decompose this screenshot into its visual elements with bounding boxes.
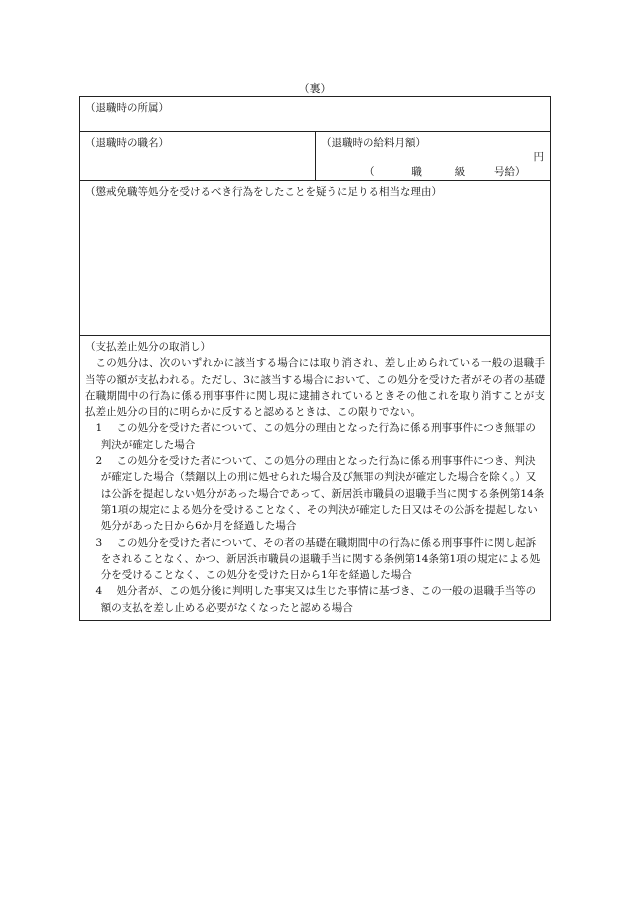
affiliation-label: （退職時の所属） (85, 102, 169, 114)
page-side-label: （裏） (298, 82, 332, 95)
reason-label: （懲戒免職等処分を受けるべき行為をしたことを疑うに足りる相当な理由） (85, 186, 442, 198)
grade-open: （ (364, 166, 375, 178)
reason-row (80, 181, 550, 336)
cancellation-heading: （支払差止処分の取消し） (85, 341, 211, 353)
disposition-form (79, 96, 551, 621)
cancellation-item (85, 453, 545, 534)
cancellation-item (85, 535, 545, 584)
grade-gokyu: 号給） (494, 166, 526, 178)
item-text: この処分を受けた者について、この処分の理由となった行為に係る刑事事件につき無罪の判決が確定した場合 (100, 422, 536, 451)
position-label: （退職時の職名） (85, 137, 169, 149)
item-number: 4 (95, 585, 103, 598)
cancellation-section (80, 336, 550, 620)
salary-cell (316, 132, 550, 180)
affiliation-row (80, 97, 550, 132)
item-number: 2 (95, 455, 103, 468)
item-number: 3 (95, 536, 103, 549)
item-text: この処分を受けた者について、この処分の理由となった行為に係る刑事事件につき、判決が確定した場合（禁錮以上の刑に処せられた場合及び無罪の判決が確定した場合を除く。）又は公訴を提起しない処分があった場合であって、新居浜市職員の退職手当に関する条例第14条第1項の規定による処分を受けることなく、その判決が確定した日又はその公訴を提起しない処分があった日から6か月を経過した場合 (100, 455, 545, 533)
cancellation-item (85, 420, 545, 453)
cancellation-item (85, 583, 545, 616)
grade-kyu: 級 (454, 166, 466, 178)
grade-line (364, 164, 526, 179)
item-number: 1 (95, 422, 103, 435)
item-text: 処分者が、この処分後に判明した事実又は生じた事情に基づき、この一般の退職手当等の額の支払を差し止める必要がなくなったと認める場合 (100, 585, 537, 614)
item-text: この処分を受けた者について、その者の基礎在職期間中の行為に係る刑事事件に関し起訴をされることなく、かつ、新居浜市職員の退職手当に関する条例第14条第1項の規定による処分を受けることなく、この処分を受けた日から1年を経過した場合 (100, 536, 541, 582)
position-salary-row (80, 132, 550, 181)
position-cell (80, 132, 316, 180)
cancellation-intro: この処分は、次のいずれかに該当する場合には取り消され、差し止められている一般の退職手当等の額が支払われる。ただし、3に該当する場合において、この処分を受けた者がその者の基礎在職期間中の行為に係る刑事事件に関し現に逮捕されているときその他これを取り消すことが支払差止処分の目的に明らかに反すると認めるときは、この限りでない。 (85, 357, 545, 419)
grade-shoku: 職 (411, 166, 422, 178)
salary-unit: 円 (533, 151, 544, 163)
salary-label: （退職時の給料月額） (321, 137, 426, 149)
